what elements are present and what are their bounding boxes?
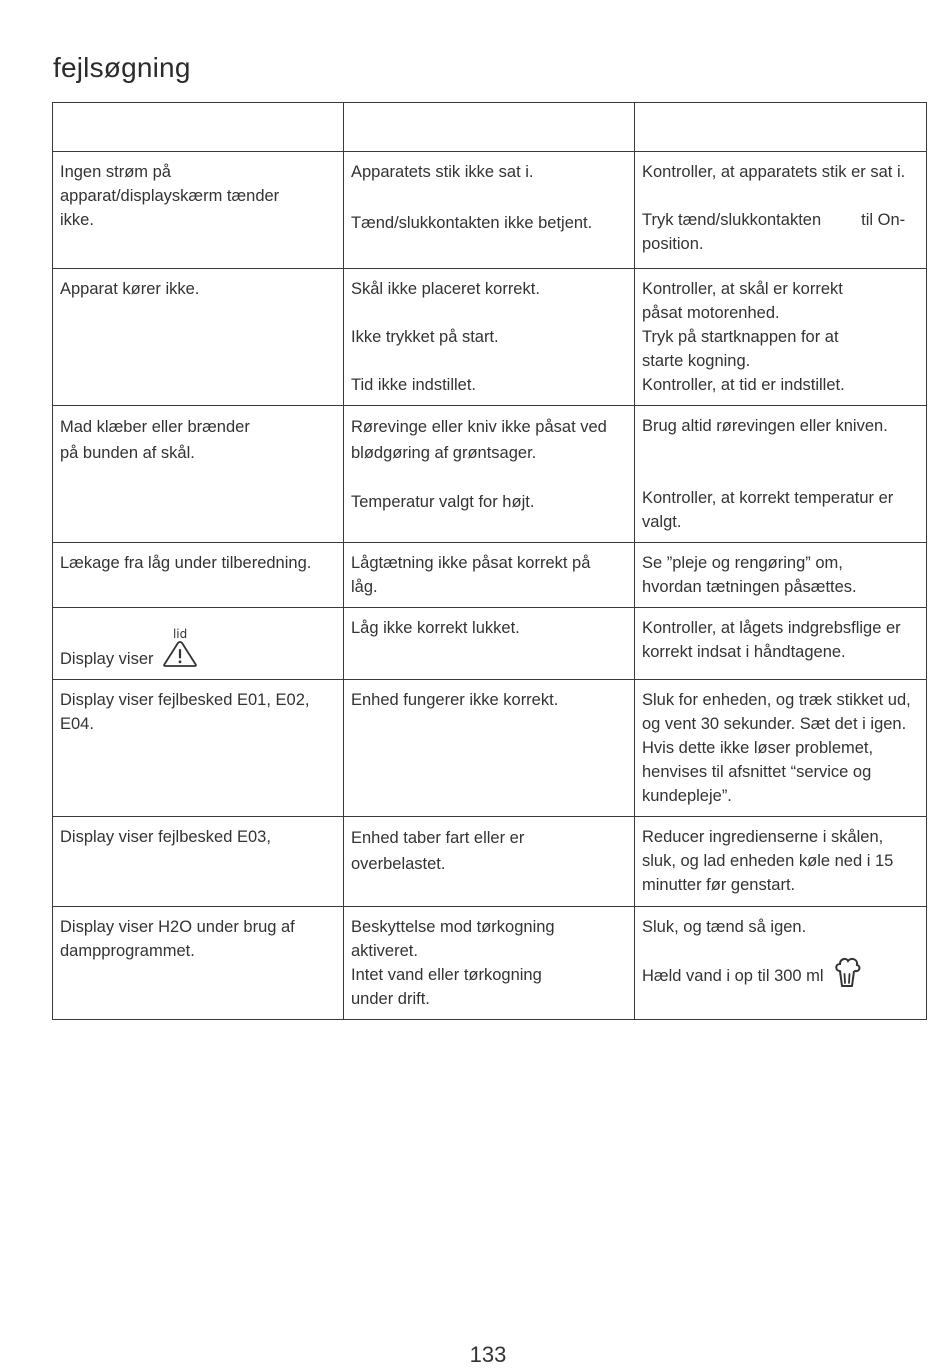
solution-text: Kontroller, at apparatets stik er sat i. <box>642 163 906 181</box>
solution-cell <box>635 543 927 608</box>
solution-text: Kontroller, at skål er korrekt påsat motorenhed. <box>642 280 843 322</box>
lid-warning-indicator <box>162 628 198 675</box>
solution-cell <box>635 406 927 543</box>
lid-label: lid <box>172 627 188 641</box>
problem-text: Display viser H2O under brug af dampprogrammet. <box>60 918 295 960</box>
solution-cell <box>635 907 927 1020</box>
table-row <box>53 608 927 680</box>
cause-cell <box>344 680 635 817</box>
cause-cell <box>344 152 635 269</box>
solution-text: Tryk tænd/slukkontakten <box>642 211 822 229</box>
solution-text: Kontroller, at korrekt temperatur er valgt. <box>642 489 894 531</box>
solution-text: Reducer ingredienserne i skålen, sluk, og lad enheden køle ned i 15 minutter før genstart. <box>642 828 894 894</box>
cause-text: Beskyttelse mod tørkogning aktiveret. <box>351 918 555 960</box>
cause-cell <box>344 269 635 406</box>
cause-text: Apparatets stik ikke sat i. <box>351 163 534 181</box>
solution-cell <box>635 152 927 269</box>
problem-cell <box>53 907 344 1020</box>
solution-cell <box>635 608 927 680</box>
cause-text: blødgøring af grøntsager. <box>351 444 537 462</box>
table-row <box>53 152 927 269</box>
cause-text: Tænd/slukkontakten ikke betjent. <box>351 214 593 232</box>
cause-text: Enhed taber fart eller er <box>351 829 525 847</box>
header-cell <box>635 103 927 152</box>
problem-text: Apparat kører ikke. <box>60 280 200 298</box>
cause-text: Enhed fungerer ikke korrekt. <box>351 691 559 709</box>
cause-text: Tid ikke indstillet. <box>351 376 477 394</box>
cause-text: Ikke trykket på start. <box>351 328 499 346</box>
cause-cell <box>344 907 635 1020</box>
warning-triangle-icon <box>162 640 198 675</box>
table-row <box>53 543 927 608</box>
solution-text: Kontroller, at tid er indstillet. <box>642 376 845 394</box>
problem-cell <box>53 680 344 817</box>
solution-text: Tryk på startknappen for at starte kogning. <box>642 328 839 370</box>
problem-text: Lækage fra låg under tilberedning. <box>60 554 312 572</box>
cause-cell <box>344 543 635 608</box>
table-header-row <box>53 103 927 152</box>
problem-text: på bunden af skål. <box>60 444 195 462</box>
solution-text: Se ”pleje og rengøring” om, hvordan tætningen påsættes. <box>642 554 857 596</box>
problem-cell <box>53 269 344 406</box>
problem-cell <box>53 406 344 543</box>
header-cell <box>344 103 635 152</box>
problem-text: Display viser <box>60 650 154 668</box>
table-row <box>53 680 927 817</box>
page-title: fejlsøgning <box>53 52 191 83</box>
solution-cell <box>635 817 927 907</box>
solution-text: Sluk for enheden, og træk stikket ud, og vent 30 sekunder. Sæt det i igen. Hvis dette ikke løser problemet, henvises til afsnittet “service og kundepleje”. <box>642 691 911 805</box>
solution-cell <box>635 680 927 817</box>
table-row <box>53 269 927 406</box>
problem-text: Display viser fejlbesked E03, <box>60 828 271 846</box>
problem-text: Display viser fejlbesked E01, E02, E04. <box>60 691 310 733</box>
steam-water-icon <box>832 955 862 996</box>
table-row <box>53 907 927 1020</box>
cause-cell <box>344 817 635 907</box>
cause-text: overbelastet. <box>351 855 446 873</box>
cause-text: Skål ikke placeret korrekt. <box>351 280 540 298</box>
problem-cell <box>53 608 344 680</box>
solution-text: Brug altid rørevingen eller kniven. <box>642 417 888 435</box>
troubleshooting-table <box>52 102 927 1020</box>
problem-text: Ingen strøm på apparat/displayskærm tænder ikke. <box>60 163 280 229</box>
solution-cell <box>635 269 927 406</box>
table-row <box>53 406 927 543</box>
page-number: 133 <box>469 1342 507 1367</box>
cause-cell <box>344 406 635 543</box>
cause-cell <box>344 608 635 680</box>
problem-cell <box>53 152 344 269</box>
problem-text: Mad klæber eller brænder <box>60 418 250 436</box>
solution-text: Hæld vand i op til 300 ml <box>642 966 824 985</box>
cause-text: Temperatur valgt for højt. <box>351 493 535 511</box>
cause-text: Rørevinge eller kniv ikke påsat ved <box>351 418 607 436</box>
cause-text: Intet vand eller tørkogning under drift. <box>351 966 542 1008</box>
problem-cell <box>53 543 344 608</box>
problem-cell <box>53 817 344 907</box>
cause-text: Låg ikke korrekt lukket. <box>351 619 520 637</box>
solution-text: til On-position. <box>642 211 906 253</box>
table-row <box>53 817 927 907</box>
solution-text: Kontroller, at lågets indgrebsflige er korrekt indsat i håndtagene. <box>642 619 901 661</box>
solution-text: Sluk, og tænd så igen. <box>642 918 807 936</box>
header-cell <box>53 103 344 152</box>
cause-text: Lågtætning ikke påsat korrekt på låg. <box>351 554 591 596</box>
